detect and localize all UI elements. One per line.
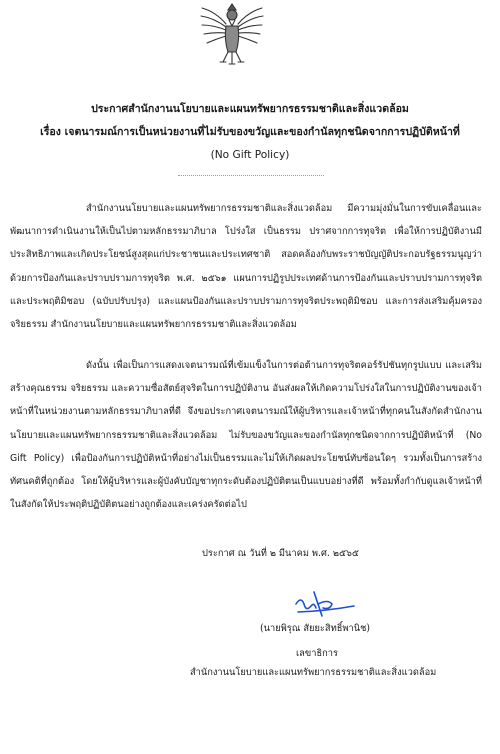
title-line-2: เรื่อง เจตนารมณ์การเป็นหน่วยงานที่ไม่รับของขวัญและของกำนัลทุกชนิดจากการปฏิบัติหน้าที่ (40, 126, 460, 138)
body-paragraph-2: ดังนั้น เพื่อเป็นการแสดงเจตนารมณ์ที่เข้มแข็งในการต่อต้านการทุจริตคอร์รัปชันทุกรูปแบบ และเสริมสร้างคุณธรรม จริยธรรม และความซื่อสัตย์สุจริตในการปฏิบัติงาน อันส่งผลให้เกิดความโปร่งใสในการปฏิบัติงานของเจ้าหน้าที่ในหน่วยงานตามหลักธรรมาภิบาลที่ดี จึงขอประกาศเจตนารมณ์ให้ผู้บริหารและเจ้าหน้าที่ทุกคนในสังกัดสำนักงานนโยบายและแผนทรัพยากรธรรมชาติและสิ่งแวดล้อม ไม่รับของขวัญและของกำนัลทุกชนิดจากการปฏิบัติหน้าที่ (No Gift Policy) เพื่อป้องกันการปฏิบัติหน้าที่อย่างไม่เป็นธรรมและไม่ให้เกิดผลประโยชน์ทับซ้อนใดๆ รวมทั้งเป็นการสร้างทัศนคติที่ถูกต้อง โดยให้ผู้บริหารและผู้บังคับบัญชาทุกระดับต้องปฏิบัติตนเป็นแบบอย่างที่ดี พร้อมทั้งกำกับดูแลเจ้าหน้าที่ในสังกัดให้ประพฤติปฏิบัติตนอย่างถูกต้องและเคร่งครัดต่อไป (10, 360, 482, 511)
signer-name: (นายพิรุณ สัยยะสิทธิ์พานิช) (260, 623, 371, 634)
title-line-3: (No Gift Policy) (210, 149, 290, 161)
handwritten-signature-icon (292, 590, 358, 622)
document-title (0, 98, 500, 167)
signer-organization: สำนักงานนโยบายและแผนทรัพยากรธรรมชาติและสิ่งแวดล้อม (190, 667, 437, 678)
garuda-emblem-icon (196, 0, 268, 68)
announcement-date: ประกาศ ณ วันที่ ๒ มีนาคม พ.ศ. ๒๕๖๕ (202, 548, 359, 559)
title-line-1: ประกาศสำนักงานนโยบายและแผนทรัพยากรธรรมชาติและสิ่งแวดล้อม (91, 103, 409, 115)
body-paragraph-1: สำนักงานนโยบายและแผนทรัพยากรธรรมชาติและสิ่งแวดล้อม มีความมุ่งมั่นในการขับเคลื่อนและพัฒนาการดำเนินงานให้เป็นไปตามหลักธรรมาภิบาล โปร่งใส เป็นธรรม ปราศจากการทุจริต เพื่อให้การปฏิบัติงานมีประสิทธิภาพและเกิดประโยชน์สูงสุดแก่ประชาชนและประเทศชาติ สอดคล้องกับพระราชบัญญัติประกอบรัฐธรรมนูญว่าด้วยการป้องกันและปราบปรามการทุจริต พ.ศ. ๒๕๖๑ แผนการปฏิรูปประเทศด้านการป้องกันและปราบปรามการทุจริตและประพฤติมิชอบ (ฉบับปรับปรุง) และแผนป้องกันและปราบปรามการทุจริตประพฤติมิชอบ และการส่งเสริมคุ้มครองจริยธรรม สำนักงานนโยบายและแผนทรัพยากรธรรมชาติและสิ่งแวดล้อม (10, 203, 482, 331)
signer-position: เลขาธิการ (296, 648, 338, 659)
title-divider (178, 175, 324, 176)
